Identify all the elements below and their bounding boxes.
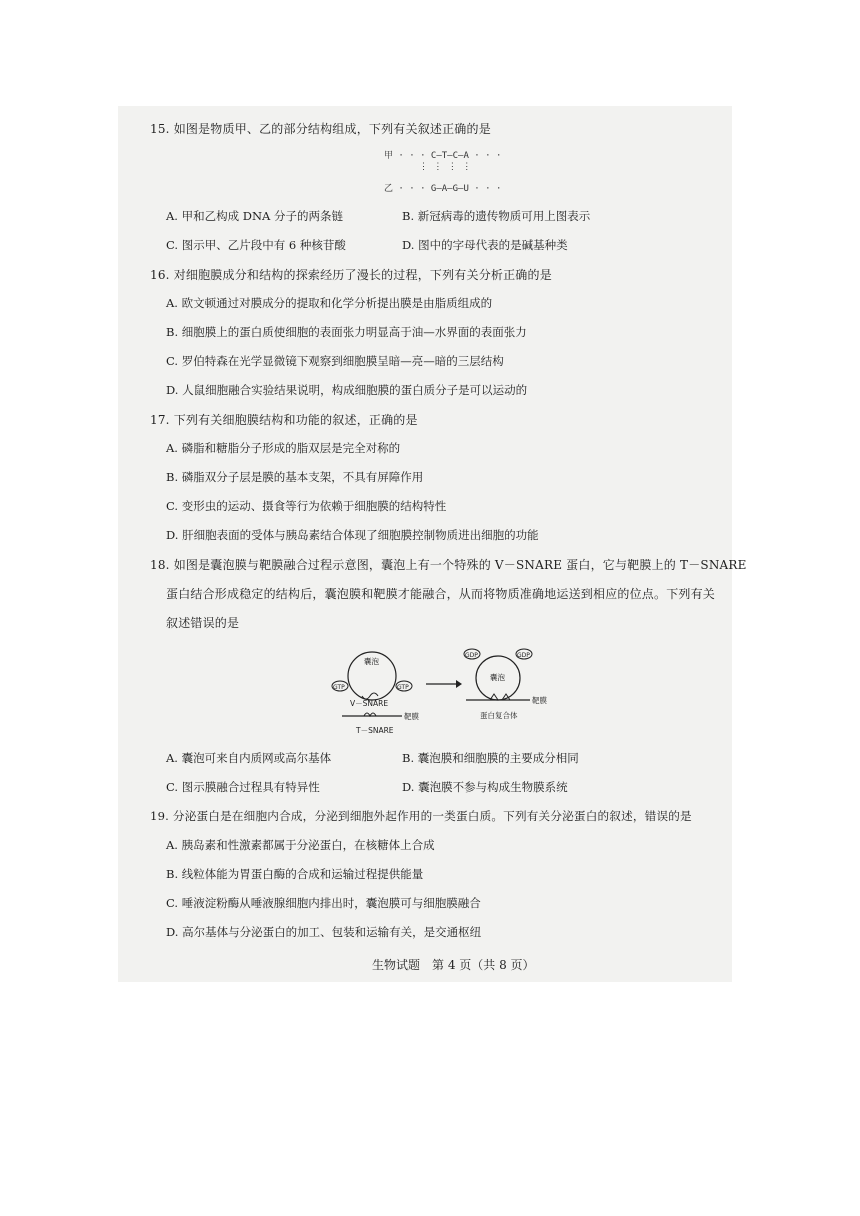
q19-option-a: A. 胰岛素和性激素都属于分泌蛋白，在核糖体上合成 (166, 838, 435, 852)
question-15-stem: 15. 如图是物质甲、乙的部分结构组成，下列有关叙述正确的是 (150, 122, 491, 136)
question-18-stem-line2: 蛋白结合形成稳定的结构后，囊泡膜和靶膜才能融合，从而将物质准确地运送到相应的位点。下列有关 (166, 587, 716, 601)
q16-option-d: D. 人鼠细胞融合实验结果说明，构成细胞膜的蛋白质分子是可以运动的 (166, 383, 528, 397)
t-snare-label: T－SNARE (356, 726, 394, 735)
question-18-stem-line1: 18. 如图是囊泡膜与靶膜融合过程示意图，囊泡上有一个特殊的 V－SNARE 蛋白，它与靶膜上的 T－SNARE (150, 558, 747, 572)
q15-option-a: A. 甲和乙构成 DNA 分子的两条链 (166, 209, 344, 223)
q19-option-b: B. 线粒体能为胃蛋白酶的合成和运输过程提供能量 (166, 867, 424, 881)
protein-complex-label: 蛋白复合体 (480, 711, 518, 720)
q15-hydrogen-bonds: ⋮ ⋮ ⋮ ⋮ (419, 162, 472, 172)
q15-option-d: D. 图中的字母代表的是碱基种类 (402, 238, 568, 252)
q17-option-d: D. 肝细胞表面的受体与胰岛素结合体现了细胞膜控制物质进出细胞的功能 (166, 528, 539, 542)
q16-option-b: B. 细胞膜上的蛋白质使细胞的表面张力明显高于油—水界面的表面张力 (166, 325, 527, 339)
question-19-stem: 19. 分泌蛋白是在细胞内合成，分泌到细胞外起作用的一类蛋白质。下列有关分泌蛋白的叙述，错误的是 (150, 809, 692, 823)
v-snare-label: V－SNARE (350, 699, 389, 708)
q16-option-a: A. 欧文顿通过对膜成分的提取和化学分析提出膜是由脂质组成的 (166, 296, 493, 310)
q19-option-c: C. 唾液淀粉酶从唾液腺细胞内排出时，囊泡膜可与细胞膜融合 (166, 896, 481, 910)
q19-option-d: D. 高尔基体与分泌蛋白的加工、包装和运输有关，是交通枢纽 (166, 925, 482, 939)
q18-option-a: A. 囊泡可来自内质网或高尔基体 (166, 751, 332, 765)
q18-membrane-fusion-diagram (320, 636, 560, 742)
q18-option-c: C. 图示膜融合过程具有特异性 (166, 780, 320, 794)
target-label-left: 靶膜 (404, 712, 419, 721)
q15-option-c: C. 图示甲、乙片段中有 6 种核苷酸 (166, 238, 346, 252)
question-16-stem: 16. 对细胞膜成分和结构的探索经历了漫长的过程，下列有关分析正确的是 (150, 268, 552, 282)
q17-option-b: B. 磷脂双分子层是膜的基本支架，不具有屏障作用 (166, 470, 424, 484)
q17-option-c: C. 变形虫的运动、摄食等行为依赖于细胞膜的结构特性 (166, 499, 447, 513)
q15-option-b: B. 新冠病毒的遗传物质可用上图表示 (402, 209, 591, 223)
vesicle-label-left: 囊泡 (364, 657, 379, 666)
q15-strand-jia: 甲 · · · C—T—C—A · · · (384, 151, 502, 161)
gtp-label-left: GTP (333, 684, 345, 691)
q18-option-b: B. 囊泡膜和细胞膜的主要成分相同 (402, 751, 579, 765)
arrow-head (456, 680, 462, 688)
target-label-right: 靶膜 (532, 696, 547, 705)
q18-option-d: D. 囊泡膜不参与构成生物膜系统 (402, 780, 568, 794)
q15-strand-yi: 乙 · · · G—A—G—U · · · (384, 184, 502, 194)
question-18-stem-line3: 叙述错误的是 (166, 616, 240, 630)
gtp-label-right: GTP (397, 684, 409, 691)
q16-option-c: C. 罗伯特森在光学显微镜下观察到细胞膜呈暗—亮—暗的三层结构 (166, 354, 504, 368)
gdp-label-left: GDP (465, 652, 478, 659)
q17-option-a: A. 磷脂和糖脂分子形成的脂双层是完全对称的 (166, 441, 401, 455)
question-17-stem: 17. 下列有关细胞膜结构和功能的叙述，正确的是 (150, 413, 418, 427)
vesicle-label-right: 囊泡 (490, 673, 505, 682)
page-footer: 生物试题 第 4 页（共 8 页） (372, 958, 535, 972)
gdp-label-right: GDP (517, 652, 530, 659)
